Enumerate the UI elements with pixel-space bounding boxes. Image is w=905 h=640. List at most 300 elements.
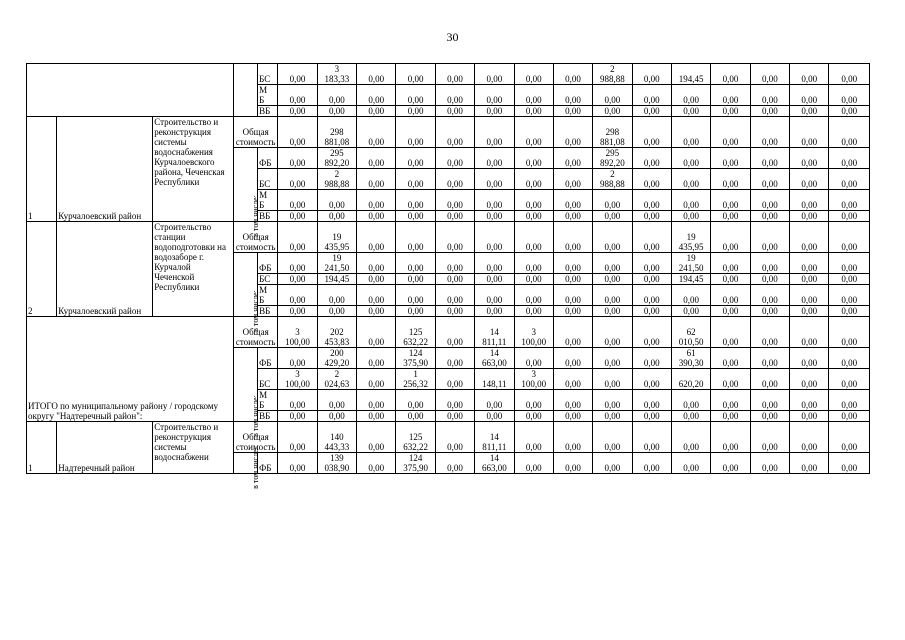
value-cell: 0,00 <box>435 422 474 453</box>
value-cell: 0,00 <box>750 253 789 274</box>
value-cell: 0,00 <box>553 106 592 117</box>
value-cell: 0,00 <box>357 274 396 285</box>
funding-source: БС <box>258 274 278 285</box>
value-cell: 0,00 <box>357 85 396 106</box>
value-cell: 0,00 <box>671 148 710 169</box>
value-cell: 0,00 <box>829 190 870 211</box>
value-cell: 2 988,88 <box>317 169 356 190</box>
value-cell: 0,00 <box>632 453 671 474</box>
value-cell: 0,00 <box>750 422 789 453</box>
value-cell: 295 892,20 <box>593 148 632 169</box>
district-name: Курчалоевский район <box>57 117 153 222</box>
value-cell: 0,00 <box>396 64 435 85</box>
value-cell: 3 100,00 <box>278 317 317 348</box>
value-cell: 0,00 <box>829 64 870 85</box>
value-cell: 0,00 <box>671 422 710 453</box>
value-cell: 0,00 <box>829 306 870 317</box>
value-cell: 0,00 <box>514 422 553 453</box>
funding-source: М Б <box>258 190 278 211</box>
value-cell: 0,00 <box>435 85 474 106</box>
value-cell: 0,00 <box>632 190 671 211</box>
value-cell: 1 256,32 <box>396 369 435 390</box>
funding-source: ФБ <box>258 348 278 369</box>
value-cell: 0,00 <box>632 390 671 411</box>
value-cell: 0,00 <box>553 285 592 306</box>
value-cell: 0,00 <box>750 148 789 169</box>
value-cell: 2 988,88 <box>593 64 632 85</box>
value-cell: 194,45 <box>671 274 710 285</box>
value-cell: 0,00 <box>593 317 632 348</box>
value-cell: 0,00 <box>593 306 632 317</box>
value-cell: 0,00 <box>553 211 592 222</box>
value-cell: 0,00 <box>317 85 356 106</box>
project-description: Строительство и реконструкция системы водоснабжения Курчалоевского района, Чеченская Республики <box>153 117 234 222</box>
value-cell: 0,00 <box>790 85 829 106</box>
value-cell: 0,00 <box>435 211 474 222</box>
value-cell: 0,00 <box>790 190 829 211</box>
value-cell: 0,00 <box>357 348 396 369</box>
value-cell: 0,00 <box>435 64 474 85</box>
table-row <box>27 222 870 253</box>
value-cell: 0,00 <box>514 148 553 169</box>
funding-source: БС <box>258 64 278 85</box>
value-cell: 0,00 <box>514 169 553 190</box>
value-cell: 140 443,33 <box>317 422 356 453</box>
value-cell: 0,00 <box>671 169 710 190</box>
value-cell: 0,00 <box>829 422 870 453</box>
value-cell: 0,00 <box>593 190 632 211</box>
value-cell: 0,00 <box>475 117 514 148</box>
value-cell: 0,00 <box>317 411 356 422</box>
value-cell: 0,00 <box>553 64 592 85</box>
value-cell: 14 811,11 <box>475 317 514 348</box>
value-cell: 0,00 <box>593 411 632 422</box>
value-cell: 0,00 <box>750 106 789 117</box>
value-cell: 0,00 <box>357 106 396 117</box>
value-cell: 0,00 <box>514 85 553 106</box>
value-cell: 0,00 <box>829 106 870 117</box>
value-cell: 61 390,30 <box>671 348 710 369</box>
value-cell: 0,00 <box>790 285 829 306</box>
value-cell: 0,00 <box>750 222 789 253</box>
value-cell: 0,00 <box>278 453 317 474</box>
funding-source: БС <box>258 369 278 390</box>
value-cell: 0,00 <box>711 148 750 169</box>
value-cell: 0,00 <box>790 317 829 348</box>
value-cell: 0,00 <box>750 85 789 106</box>
value-cell: 0,00 <box>632 274 671 285</box>
value-cell: 0,00 <box>711 317 750 348</box>
value-cell: 0,00 <box>278 274 317 285</box>
value-cell: 0,00 <box>435 190 474 211</box>
value-cell: 0,00 <box>671 453 710 474</box>
value-cell: 0,00 <box>750 453 789 474</box>
project-description: Строительство и реконструкция системы водоснабжени <box>153 422 234 474</box>
value-cell: 0,00 <box>514 106 553 117</box>
value-cell: 0,00 <box>553 369 592 390</box>
value-cell: 3 183,33 <box>317 64 356 85</box>
value-cell: 19 435,95 <box>317 222 356 253</box>
value-cell: 0,00 <box>632 211 671 222</box>
value-cell: 0,00 <box>357 169 396 190</box>
value-cell: 0,00 <box>357 306 396 317</box>
value-cell: 125 632,22 <box>396 317 435 348</box>
value-cell: 0,00 <box>790 306 829 317</box>
value-cell: 0,00 <box>553 274 592 285</box>
funding-source: ФБ <box>258 253 278 274</box>
value-cell: 0,00 <box>711 64 750 85</box>
value-cell: 0,00 <box>829 169 870 190</box>
value-cell: 0,00 <box>475 222 514 253</box>
value-cell: 0,00 <box>750 411 789 422</box>
value-cell: 0,00 <box>790 390 829 411</box>
value-cell: 0,00 <box>396 85 435 106</box>
value-cell: 0,00 <box>396 274 435 285</box>
value-cell: 19 241,50 <box>671 253 710 274</box>
value-cell: 0,00 <box>632 317 671 348</box>
value-cell: 0,00 <box>790 222 829 253</box>
value-cell: 0,00 <box>435 117 474 148</box>
value-cell: 0,00 <box>553 169 592 190</box>
value-cell: 0,00 <box>593 222 632 253</box>
value-cell: 0,00 <box>435 148 474 169</box>
table-row <box>27 117 870 148</box>
value-cell: 0,00 <box>278 306 317 317</box>
value-cell: 0,00 <box>553 411 592 422</box>
value-cell: 0,00 <box>711 306 750 317</box>
value-cell: 0,00 <box>278 106 317 117</box>
district-name: Курчалоевский район <box>57 222 153 317</box>
funding-source: ФБ <box>258 453 278 474</box>
value-cell: 0,00 <box>593 422 632 453</box>
value-cell: 0,00 <box>357 117 396 148</box>
value-cell: 0,00 <box>671 285 710 306</box>
value-cell: 0,00 <box>475 190 514 211</box>
value-cell: 0,00 <box>829 369 870 390</box>
total-cost-label: Общая стоимость <box>233 117 277 148</box>
value-cell: 194,45 <box>671 64 710 85</box>
value-cell: 0,00 <box>829 348 870 369</box>
value-cell: 0,00 <box>475 411 514 422</box>
value-cell: 0,00 <box>553 253 592 274</box>
value-cell: 0,00 <box>829 85 870 106</box>
value-cell: 0,00 <box>357 64 396 85</box>
value-cell: 0,00 <box>475 274 514 285</box>
value-cell: 0,00 <box>278 148 317 169</box>
funding-source: ВБ <box>258 306 278 317</box>
value-cell: 0,00 <box>357 190 396 211</box>
value-cell: 0,00 <box>750 64 789 85</box>
value-cell: 0,00 <box>829 222 870 253</box>
value-cell: 3 100,00 <box>514 317 553 348</box>
value-cell: 0,00 <box>750 117 789 148</box>
value-cell: 0,00 <box>790 422 829 453</box>
value-cell: 0,00 <box>632 285 671 306</box>
value-cell: 0,00 <box>396 169 435 190</box>
value-cell: 0,00 <box>514 117 553 148</box>
value-cell: 0,00 <box>671 190 710 211</box>
project-number: 2 <box>27 222 57 317</box>
value-cell: 0,00 <box>711 274 750 285</box>
value-cell: 0,00 <box>790 169 829 190</box>
value-cell: 0,00 <box>317 285 356 306</box>
value-cell: 0,00 <box>711 348 750 369</box>
value-cell: 0,00 <box>790 64 829 85</box>
value-cell: 0,00 <box>829 411 870 422</box>
value-cell: 0,00 <box>790 253 829 274</box>
value-cell: 0,00 <box>475 211 514 222</box>
value-cell: 0,00 <box>790 274 829 285</box>
value-cell: 0,00 <box>711 411 750 422</box>
value-cell: 0,00 <box>750 369 789 390</box>
value-cell: 0,00 <box>593 85 632 106</box>
value-cell: 0,00 <box>514 211 553 222</box>
value-cell: 0,00 <box>750 306 789 317</box>
value-cell: 0,00 <box>475 64 514 85</box>
value-cell: 0,00 <box>475 285 514 306</box>
in-that-number-text: в том числе: <box>250 395 260 437</box>
value-cell: 0,00 <box>790 369 829 390</box>
in-that-number-label <box>233 348 260 437</box>
value-cell: 0,00 <box>514 306 553 317</box>
value-cell: 0,00 <box>671 306 710 317</box>
value-cell: 0,00 <box>278 190 317 211</box>
funding-source: ВБ <box>258 211 278 222</box>
value-cell: 0,00 <box>475 85 514 106</box>
value-cell: 14 663,00 <box>475 453 514 474</box>
value-cell: 0,00 <box>396 190 435 211</box>
value-cell: 124 375,90 <box>396 348 435 369</box>
value-cell: 0,00 <box>278 253 317 274</box>
value-cell: 0,00 <box>396 222 435 253</box>
value-cell: 0,00 <box>278 411 317 422</box>
value-cell: 19 241,50 <box>317 253 356 274</box>
value-cell: 0,00 <box>553 422 592 453</box>
value-cell: 0,00 <box>829 453 870 474</box>
value-cell: 0,00 <box>357 411 396 422</box>
funding-source: ФБ <box>258 148 278 169</box>
in-that-number-text: в том числе: <box>250 447 260 489</box>
value-cell: 0,00 <box>278 64 317 85</box>
value-cell: 0,00 <box>750 169 789 190</box>
value-cell: 0,00 <box>435 222 474 253</box>
value-cell: 0,00 <box>357 222 396 253</box>
value-cell: 0,00 <box>396 106 435 117</box>
value-cell: 0,00 <box>750 211 789 222</box>
value-cell: 0,00 <box>514 190 553 211</box>
value-cell: 0,00 <box>435 169 474 190</box>
value-cell: 200 429,20 <box>317 348 356 369</box>
value-cell: 0,00 <box>632 411 671 422</box>
value-cell: 0,00 <box>593 390 632 411</box>
value-cell: 0,00 <box>593 369 632 390</box>
value-cell: 0,00 <box>278 211 317 222</box>
value-cell: 3 100,00 <box>514 369 553 390</box>
itogo-label: ИТОГО по муниципальному району / городскому округу "Надтеречный район": <box>27 317 234 422</box>
value-cell: 0,00 <box>514 253 553 274</box>
value-cell: 125 632,22 <box>396 422 435 453</box>
budget-table <box>26 63 870 489</box>
value-cell: 0,00 <box>750 317 789 348</box>
value-cell: 0,00 <box>711 190 750 211</box>
value-cell: 0,00 <box>632 422 671 453</box>
value-cell: 0,00 <box>475 390 514 411</box>
value-cell: 0,00 <box>750 190 789 211</box>
value-cell: 0,00 <box>475 148 514 169</box>
total-cost-label: Общая стоимость <box>233 317 277 348</box>
value-cell: 0,00 <box>632 106 671 117</box>
value-cell: 2 024,63 <box>317 369 356 390</box>
value-cell: 0,00 <box>829 285 870 306</box>
value-cell: 0,00 <box>750 285 789 306</box>
value-cell: 0,00 <box>553 390 592 411</box>
value-cell: 0,00 <box>829 148 870 169</box>
value-cell: 0,00 <box>435 106 474 117</box>
value-cell: 0,00 <box>317 106 356 117</box>
value-cell: 0,00 <box>475 306 514 317</box>
value-cell: 0,00 <box>317 211 356 222</box>
value-cell: 0,00 <box>514 285 553 306</box>
value-cell: 0,00 <box>396 211 435 222</box>
value-cell: 0,00 <box>711 285 750 306</box>
funding-source: М Б <box>258 285 278 306</box>
value-cell: 0,00 <box>593 348 632 369</box>
value-cell: 0,00 <box>632 85 671 106</box>
in-that-number-label <box>233 447 260 489</box>
value-cell: 0,00 <box>278 285 317 306</box>
value-cell: 0,00 <box>435 411 474 422</box>
value-cell: 0,00 <box>435 348 474 369</box>
value-cell: 0,00 <box>632 117 671 148</box>
value-cell: 0,00 <box>711 422 750 453</box>
value-cell: 0,00 <box>514 390 553 411</box>
value-cell: 0,00 <box>396 411 435 422</box>
value-cell: 0,00 <box>514 64 553 85</box>
value-cell: 0,00 <box>829 211 870 222</box>
value-cell: 0,00 <box>711 211 750 222</box>
value-cell: 0,00 <box>711 106 750 117</box>
value-cell: 0,00 <box>750 390 789 411</box>
value-cell: 0,00 <box>357 148 396 169</box>
value-cell: 0,00 <box>357 211 396 222</box>
value-cell: 0,00 <box>278 85 317 106</box>
value-cell: 0,00 <box>553 453 592 474</box>
value-cell: 0,00 <box>829 274 870 285</box>
value-cell: 124 375,90 <box>396 453 435 474</box>
table-row <box>27 422 870 453</box>
value-cell: 0,00 <box>357 317 396 348</box>
value-cell: 0,00 <box>475 253 514 274</box>
value-cell: 0,00 <box>711 453 750 474</box>
value-cell: 0,00 <box>357 453 396 474</box>
table-row <box>27 317 870 348</box>
value-cell: 0,00 <box>553 348 592 369</box>
value-cell: 0,00 <box>790 117 829 148</box>
value-cell: 0,00 <box>278 169 317 190</box>
in-that-number-text: в том числе: <box>250 195 260 237</box>
value-cell: 0,00 <box>671 117 710 148</box>
value-cell: 0,00 <box>396 253 435 274</box>
value-cell: 0,00 <box>711 253 750 274</box>
value-cell: 0,00 <box>435 453 474 474</box>
total-cost-label: Общая стоимость <box>233 422 277 453</box>
value-cell: 0,00 <box>435 253 474 274</box>
value-cell: 0,00 <box>514 411 553 422</box>
value-cell: 0,00 <box>514 348 553 369</box>
value-cell: 139 038,90 <box>317 453 356 474</box>
value-cell: 0,00 <box>711 222 750 253</box>
value-cell: 0,00 <box>790 348 829 369</box>
value-cell: 0,00 <box>396 148 435 169</box>
value-cell: 0,00 <box>475 106 514 117</box>
value-cell: 0,00 <box>514 453 553 474</box>
district-name: Надтеречный район <box>57 422 153 474</box>
funding-source: М Б <box>258 390 278 411</box>
page-number: 30 <box>446 30 459 44</box>
value-cell: 0,00 <box>278 222 317 253</box>
value-cell: 0,00 <box>593 274 632 285</box>
value-cell: 0,00 <box>671 85 710 106</box>
funding-source: ВБ <box>258 411 278 422</box>
project-description: Строительство станции водоподготовки на водозаборе г. Курчалой Чеченской Республики <box>153 222 234 317</box>
value-cell: 0,00 <box>435 369 474 390</box>
funding-source: ВБ <box>258 106 278 117</box>
value-cell: 0,00 <box>396 390 435 411</box>
value-cell: 0,00 <box>750 348 789 369</box>
value-cell: 0,00 <box>632 369 671 390</box>
project-number: 1 <box>27 117 57 222</box>
value-cell: 0,00 <box>435 306 474 317</box>
table-row <box>27 64 870 85</box>
value-cell: 0,00 <box>553 85 592 106</box>
value-cell: 0,00 <box>553 117 592 148</box>
value-cell: 0,00 <box>593 211 632 222</box>
value-cell: 0,00 <box>632 64 671 85</box>
value-cell: 0,00 <box>553 190 592 211</box>
value-cell: 3 100,00 <box>278 369 317 390</box>
value-cell: 0,00 <box>593 253 632 274</box>
value-cell: 0,00 <box>790 148 829 169</box>
value-cell: 0,00 <box>553 222 592 253</box>
value-cell: 0,00 <box>632 306 671 317</box>
value-cell: 0,00 <box>593 106 632 117</box>
value-cell: 0,00 <box>357 253 396 274</box>
value-cell: 19 435,95 <box>671 222 710 253</box>
value-cell: 0,00 <box>790 453 829 474</box>
value-cell: 620,20 <box>671 369 710 390</box>
in-that-number-label <box>233 253 260 332</box>
value-cell: 0,00 <box>711 169 750 190</box>
value-cell: 0,00 <box>829 317 870 348</box>
in-that-number-label <box>233 64 257 117</box>
value-cell: 0,00 <box>632 348 671 369</box>
project-number: 1 <box>27 422 57 474</box>
value-cell: 0,00 <box>711 369 750 390</box>
value-cell: 0,00 <box>671 211 710 222</box>
empty-merged-cell <box>27 64 234 117</box>
value-cell: 0,00 <box>278 348 317 369</box>
value-cell: 0,00 <box>632 148 671 169</box>
value-cell: 0,00 <box>357 390 396 411</box>
value-cell: 62 010,50 <box>671 317 710 348</box>
value-cell: 0,00 <box>357 422 396 453</box>
value-cell: 0,00 <box>435 285 474 306</box>
value-cell: 0,00 <box>435 317 474 348</box>
value-cell: 194,45 <box>317 274 356 285</box>
value-cell: 0,00 <box>317 390 356 411</box>
value-cell: 0,00 <box>632 222 671 253</box>
value-cell: 0,00 <box>278 117 317 148</box>
